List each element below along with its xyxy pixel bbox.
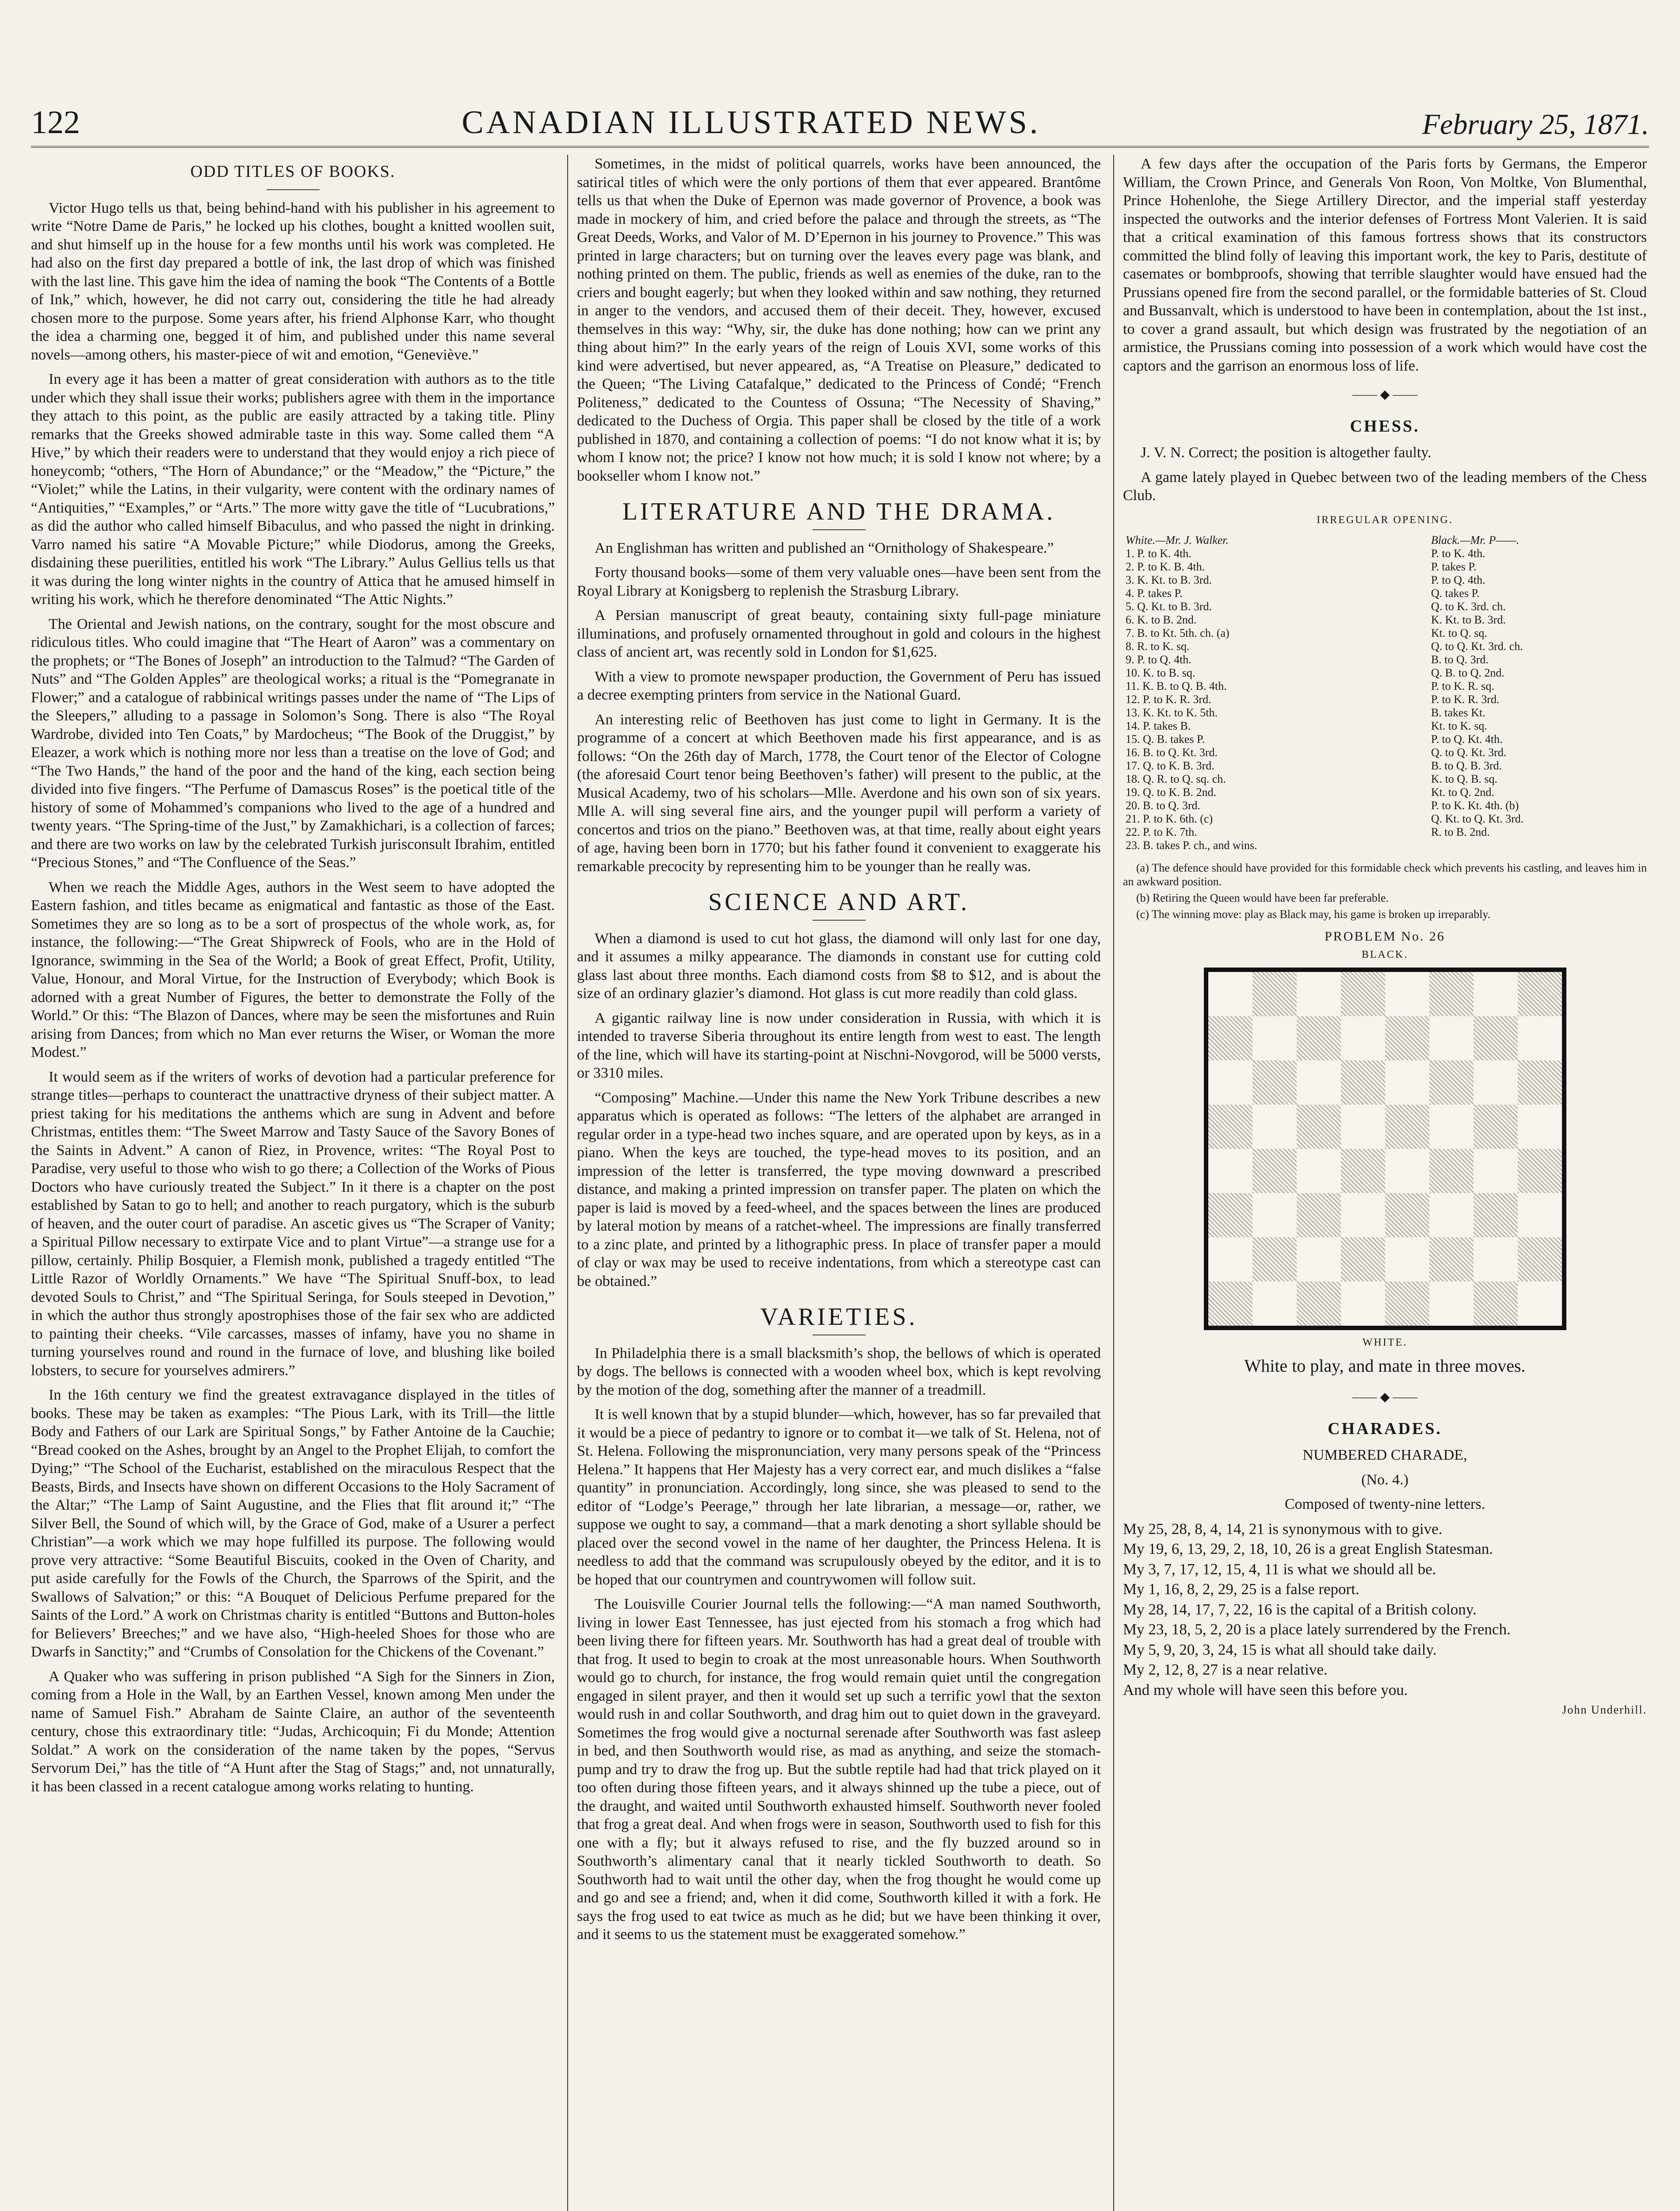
game-title: IRREGULAR OPENING. <box>1317 514 1453 526</box>
board-square <box>1208 1149 1252 1193</box>
board-square <box>1252 1149 1297 1193</box>
white-move: 9. P. to Q. 4th. <box>1126 653 1191 666</box>
black-move: B. to Q. B. 3rd. <box>1431 759 1502 772</box>
article-paragraph: In the 16th century we find the greatest extravagance displayed in the titles of books. These may be taken as examples: “The Pious Lark, with its Trill—the little Body and Fathers of our Lark are Spiritual Songs,” by Father Antoine de la Cauchie; “Bread cooked on the Ashes, brought by an Angel to the Prophet Elijah, to comfort the Dying;” “The School of the Eucharist, established on the miraculous Respect that the Beasts, Birds, and Insects have shown on different Occasions to the Holy Sacrament of the Altar;” “The Lamp of Saint Augustine, and the Flies that flit around it;” “The Silver Bell, the Sound of which will, by the Grace of God, make of a Usurer a perfect Christian”—a work which we may hope fulfilled its purpose. The following would prove very attractive: “Some Beautiful Biscuits, cooked in the Oven of Charity, and put aside carefully for the Fowls of the Church, the Sparrows of the Spirit, and the Swallows of Salvation;” or this: “A Bouquet of Delicious Perfume prepared for the Saints of the Lord.” A work on Christmas charity is entitled “Buttons and Button-holes for Believers’ Breeches;” and we have also, “High-heeled Shoes for those who are Dwarfs in Sanctity;” and “Crumbs of Consolation for the Chickens of the Covenant.” <box>31 1387 555 1660</box>
black-move: Kt. to Q. 2nd. <box>1431 786 1494 799</box>
article-paragraph: Sometimes, in the midst of political quarrels, works have been announced, the satirical titles of which were the only portions of them that ever appeared. Brantôme tells us that when the Duke of Epernon was made governor of Provence, a book was made in mockery of him, and cried before the palace and through the streets, as “The Great Deeds, Works, and Valor of M. D’Epernon in his journey to Provence.” This was printed in large characters; but on turning over the leaves every page was blank, and nothing printed on them. The public, friends as well as enemies of the duke, ran to the criers and bought eagerly; but when they looked within and saw nothing, they returned in anger to the vendors, and accused them of their deceit. They, however, excused themselves in this way: “Why, sir, the duke has done nothing; how can we print any thing about him?” In the early years of the reign of Louis XVI, some works of this kind were advertised, but never appeared, as, “A Treatise on Pleasure,” dedicated to the Queen; “The Living Catafalque,” dedicated to the Princess of Condé; “French Politeness,” dedicated to the Countess of Ossuna; “The Necessity of Shaving,” dedicated to the Duchess of Orgia. This paper shall be closed by the title of a work published in 1870, and containing a collection of poems: “I do not know what it is; by whom I know not; the price? I know not how much; it is sold I know not where; by a bookseller whom I know not.” <box>577 156 1101 484</box>
black-move: Q. to Q. Kt. 3rd. ch. <box>1431 640 1523 653</box>
board-square <box>1518 1193 1562 1237</box>
black-move: K. Kt. to B. 3rd. <box>1431 613 1506 626</box>
chess-move-row <box>1123 587 1647 600</box>
article-paragraph: The Oriental and Jewish nations, on the contrary, sought for the most obscure and ridiculous titles. Who could imagine that “The Heart of Aaron” was a commentary on the prophets; or “The Bones of Joseph” an introduction to the Talmud? “The Garden of Nuts” and “The Golden Apples” are theological works; a ritual is the “Pomegranate in Flower;” and a catalogue of rabbinical writings passes under the name of “The Lips of the Sleepers,” alluding to a passage in Solomon’s Song. There is also “The Royal Wardrobe, divided into Ten Coats,” by Mardocheus; “The Book of the Druggist,” by Eleazer, a work which is nothing more nor less than a treatise on the love of God; and “The Two Hands,” the hand of the poor and the hand of the king, each section being divided into five fingers. “The Perfume of Damascus Roses” is the poetical title of the history of some of Mohammed’s companions who lived to the age of a hundred and twenty years. “The Spring-time of the Just,” by Zamakhichari, is a collection of farces; and there are two works on law by the celebrated Turkish jurisconsult Ibrahim, entitled “Precious Stones,” and “The Confluence of the Seas.” <box>31 616 555 871</box>
charade-line: My 25, 28, 8, 4, 14, 21 is synonymous with to give. <box>1123 1520 1443 1538</box>
board-square <box>1474 1237 1518 1281</box>
board-square <box>1518 1281 1562 1326</box>
board-square <box>1297 1016 1341 1060</box>
article-paragraph: A Quaker who was suffering in prison published “A Sigh for the Sinners in Zion, coming from a Hole in the Wall, by an Earthen Vessel, known among Men under the name of Samuel Fish.” Abraham de Sainte Claire, an author of the seventeenth century, chose this extraordinary title: “Judas, Archicoquin; Fi du Monde; Attention Soldat.” A work on the consideration of the name taken by the popes, “Servus Servorum Dei,” has the title of “A Hunt after the Stag of Stags;” and, not unnaturally, it has been classed in a recent catalogue among works relating to hunting. <box>31 1668 555 1795</box>
white-move: 12. P. to K. R. 3rd. <box>1126 693 1211 706</box>
board-square <box>1252 1281 1297 1326</box>
white-move: 20. B. to Q. 3rd. <box>1126 799 1200 812</box>
chess-move-row <box>1123 574 1647 587</box>
board-square <box>1208 1105 1252 1149</box>
white-label: WHITE. <box>1362 1337 1408 1348</box>
black-move: P. to K. Kt. 4th. (b) <box>1431 799 1519 812</box>
black-move: P. to Q. Kt. 4th. <box>1431 733 1503 746</box>
board-square <box>1297 1149 1341 1193</box>
white-move: 1. P. to K. 4th. <box>1126 547 1191 560</box>
charade-line: My 28, 14, 17, 7, 22, 16 is the capital of a British colony. <box>1123 1600 1477 1618</box>
black-move <box>1428 839 1647 852</box>
column-1 <box>31 155 555 2211</box>
literature-item: An interesting relic of Beethoven has just come to light in Germany. It is the programme of a concert at which Beethoven made his first appearance, and is as follows: “On the 26th day of March, 1778, the Court tenor of the Elector of Cologne (the aforesaid Court tenor being Beethoven’s father) will present to the public, at the Musical Academy, two of his scholars—Mlle. Averdone and his own son of six years. Mlle A. will sing several fine airs, and the younger pupil will perform a variety of concertos and trios on the piano.” Beethoven was, at that time, really about eight years of age, having been born in 1770; but his father found it convenient to exaggerate his remarkable precocity by representing him to be younger than he really was. <box>577 711 1101 875</box>
section-heading-charades: CHARADES. <box>1328 1419 1442 1438</box>
science-item: “Composing” Machine.—Under this name the New York Tribune describes a new apparatus which is operated as follows: “The letters of the alphabet are arranged in regular order in a type-head two inches square, and are operated upon by keys, as in a piano. When the keys are touched, the type-head moves to its position, and an impression of the letter is transferred, the type moving downward a prescribed distance, and making a printed impression on transfer paper. The platen on which the paper is laid is moved by a feed-wheel, and the spaces between the lines are produced by lateral motion by means of a ratchet-wheel. The impressions are finally transferred to a zinc plate, and printed by a lithographic press. In place of transfer paper a mould of clay or wax may be used to receive indentations, from which a stereotype cast can be obtained.” <box>577 1089 1101 1289</box>
board-square <box>1429 1281 1474 1326</box>
board-square <box>1297 1105 1341 1149</box>
board-square <box>1385 1237 1429 1281</box>
white-move: 18. Q. R. to Q. sq. ch. <box>1126 773 1226 785</box>
board-square <box>1252 1016 1297 1060</box>
board-square <box>1474 1149 1518 1193</box>
charade-line: My 2, 12, 8, 27 is a near relative. <box>1123 1661 1328 1678</box>
black-move: P. takes P. <box>1431 560 1477 573</box>
board-square <box>1474 1281 1518 1326</box>
board-square <box>1385 1281 1429 1326</box>
chess-move-row <box>1123 680 1647 693</box>
board-square <box>1252 1193 1297 1237</box>
board-square <box>1474 1105 1518 1149</box>
charade-line: My 23, 18, 5, 2, 20 is a place lately surrendered by the French. <box>1123 1621 1511 1638</box>
board-square <box>1297 1237 1341 1281</box>
black-move: B. takes Kt. <box>1431 706 1485 719</box>
board-square <box>1341 1060 1385 1105</box>
black-move: P. to Q. 4th. <box>1431 574 1485 586</box>
board-square <box>1518 972 1562 1016</box>
section-heading-literature: LITERATURE AND THE DRAMA. <box>622 498 1056 525</box>
chess-move-row <box>1123 759 1647 773</box>
column-rule <box>1113 155 1114 2211</box>
chess-move-row <box>1123 693 1647 706</box>
charade-line: My 1, 16, 8, 2, 29, 25 is a false report. <box>1123 1580 1359 1598</box>
column-2 <box>577 155 1101 2211</box>
varieties-item: The Louisville Courier Journal tells the following:—“A man named Southworth, living in lower East Tennessee, has just ejected from his stomach a frog which had been living there for fifteen years. Mr. Southworth has had a great deal of trouble with that frog. It used to begin to croak at the most unreasonable hours. When Southworth would go to church, for instance, the frog would remain quiet until the congregation engaged in silent prayer, and then it would set up such a terrific yowl that the sexton would rush in and collar Southworth, and drag him out to quiet down in the graveyard. Sometimes the frog would give a nocturnal serenade after Southworth was fast asleep in bed, and then Southworth would rise, as mad as anything, and seize the stomach-pump and try to draw the frog up. But the subtle reptile had had that trick played on it too often during those fifteen years, and it always shinned up the tube a piece, out of the draught, and waited until Southworth exhausted himself. Southworth never fooled that frog a great deal. And when frogs were in season, Southworth used to fish for this one with a fly; but it always refused to rise, and the fly buzzed around so in Southworth’s alimentary canal that it nearly tickled Southworth to death. So Southworth had to wait until the other day, when the frog thought he would come up and go and see a friend; and, when it did come, Southworth killed it with a fork. He says the frog used to eat twice as much as he did; but we have been thinking it over, and it seems to us the statement must be exaggerated somehow.” <box>577 1596 1101 1943</box>
board-square <box>1518 1149 1562 1193</box>
board-square <box>1208 1060 1252 1105</box>
chess-move-row <box>1123 547 1647 560</box>
board-square <box>1208 972 1252 1016</box>
white-move: 19. Q. to K. B. 2nd. <box>1126 786 1217 799</box>
black-move: Q. to K. 3rd. ch. <box>1431 600 1506 613</box>
board-square <box>1252 1237 1297 1281</box>
problem-title: PROBLEM No. 26 <box>1325 929 1445 944</box>
board-square <box>1341 1149 1385 1193</box>
board-square <box>1429 972 1474 1016</box>
white-move: 13. K. Kt. to K. 5th. <box>1126 706 1218 719</box>
board-square <box>1341 1237 1385 1281</box>
board-square <box>1429 1237 1474 1281</box>
board-square <box>1341 1193 1385 1237</box>
board-square <box>1474 1016 1518 1060</box>
chess-move-row <box>1123 706 1647 719</box>
white-move: 7. B. to Kt. 5th. ch. (a) <box>1126 627 1229 639</box>
chess-move-row <box>1123 640 1647 653</box>
charade-line: And my whole will have seen this before you. <box>1123 1681 1408 1698</box>
board-square <box>1474 1193 1518 1237</box>
board-square <box>1385 1105 1429 1149</box>
article-paragraph: It would seem as if the writers of works of devotion had a particular preference for strange titles—perhaps to counteract the unattractive dryness of their subject matter. A priest taking for his meditations the anthems which are sung in Advent and before Christmas, entitles them: “The Sweet Marrow and Tasty Sauce of the Savory Bones of the Saints in Advent.” A canon of Riez, in Provence, writes: “The Royal Post to Paradise, very useful to those who wish to go there; a Collection of the Works of Pious Doctors who have curiously treated the Subject.” In it there is a chapter on the post established by Satan to go to hell; and another to reach purgatory, which is the suburb of heaven, and the outer court of paradise. An ascetic gives us “The Scraper of Vanity; a Spiritual Pillow necessary to extirpate Vice and to plant Virtue”—a strange use for a pillow, certainly. Philip Bosquier, a Flemish monk, published a tragedy entitled “The Little Razor of Worldly Ornaments.” We have “The Spiritual Snuff-box, to lead devoted Souls to Christ,” and “The Spiritual Seringa, for Souls steeped in Devotion,” in which the author thus strongly apostrophises those of the fair sex who are addicted to painting their cheeks. “Vile carcasses, masses of infamy, have you no shame in turning yourselves round and round in the furnace of love, and blushing like boiled lobsters, to secure for yourselves admirers.” <box>31 1068 555 1379</box>
board-square <box>1429 1149 1474 1193</box>
literature-item: With a view to promote newspaper production, the Government of Peru has issued a decree exempting printers from service in the National Guard. <box>577 668 1101 703</box>
chess-move-row <box>1123 666 1647 680</box>
white-move: 10. K. to B. sq. <box>1126 666 1195 679</box>
chess-move-row <box>1123 613 1647 627</box>
section-heading-odd-titles: ODD TITLES OF BOOKS. <box>190 162 396 181</box>
board-square <box>1474 1060 1518 1105</box>
white-move: 14. P. takes B. <box>1126 719 1191 732</box>
article-paragraph: In every age it has been a matter of great consideration with authors as to the title under which they shall issue their works; publishers agree with them in the importance they attach to this point, as the public are easily attracted by a taking title. Pliny remarks that the Greeks showed admirable taste in this way. Some called them “A Hive,” by which their readers were to understand that they would enjoy a rich piece of honeycomb; “others, “The Horn of Abundance;” or the “Meadow,” the “Picture,” the “Violet;” while the Latins, in their vulgarity, were content with the ordinary names of “Antiquities,” “Examples,” or “Arts.” The more witty gave the title of “Lucubrations,” as did the author who called himself Bibaculus, and who passed the night in drinking. Varro named his satire “A Movable Picture;” while Diodorus, among the Greeks, disdaining these puerilities, entitled his work “The Library.” Aulus Gellius tells us that it was during the long winter nights in the country of Attica that he amused himself in writing his work, which he therefore denominated “The Attic Nights.” <box>31 371 555 608</box>
problem-block <box>1195 927 1575 1352</box>
board-square <box>1385 1193 1429 1237</box>
white-move: 5. Q. Kt. to B. 3rd. <box>1126 600 1212 613</box>
white-move: 2. P. to K. B. 4th. <box>1126 560 1205 573</box>
board-square <box>1518 1105 1562 1149</box>
white-move: 15. Q. B. takes P. <box>1126 733 1205 746</box>
problem-caption: White to play, and mate in three moves. <box>1244 1355 1526 1376</box>
literature-item: A Persian manuscript of great beauty, containing sixty full-page miniature illuminations, and profusely ornamented throughout in gold and colours in the highest class of ancient art, was recently sold in London for $1,625. <box>577 607 1101 660</box>
divider <box>813 529 866 530</box>
divider <box>813 920 866 921</box>
chess-move-row <box>1123 799 1647 812</box>
black-move: Q. B. to Q. 2nd. <box>1431 666 1504 679</box>
black-move: P. to K. 4th. <box>1431 547 1485 560</box>
white-move: 22. P. to K. 7th. <box>1126 826 1197 838</box>
article-paragraph: When we reach the Middle Ages, authors in the West seem to have adopted the Eastern fashion, and titles became as enigmatical and fantastic as those of the East. Sometimes they are so long as to be a sort of prospectus of the whole work, as, for instance, the following:—“The Great Shipwreck of Fools, who are in the Hold of Ignorance, swimming in the Sea of the World; a Book of great Effect, Profit, Utility, Value, Honour, and Moral Virtue, for the Instruction of Everybody; which Book is adorned with a great Number of Figures, the better to demonstrate the Folly of the World.” Or this: “The Blazon of Dances, where may be seen the misfortunes and Ruin arising from Dances; from which no Man ever returns the Wiser, or Woman the more Modest.” <box>31 879 555 1060</box>
black-move: B. to Q. 3rd. <box>1431 653 1489 666</box>
charade-line: My 3, 7, 17, 12, 15, 4, 11 is what we should all be. <box>1123 1560 1436 1578</box>
chess-move-row <box>1123 653 1647 666</box>
board-square <box>1208 1193 1252 1237</box>
chess-moves-table <box>1123 534 1647 852</box>
chess-move-row <box>1123 826 1647 839</box>
section-heading-varieties: VARIETIES. <box>760 1303 918 1331</box>
charade-composed: Composed of twenty-nine letters. <box>1284 1496 1485 1512</box>
board-square <box>1297 1060 1341 1105</box>
science-item: When a diamond is used to cut hot glass, the diamond will only last for one day, and it assumes a milky appearance. The diamonds in constant use for cutting cold glass last about three months. Each diamond costs from $8 to $12, and is about the size of an ordinary glazier’s diamond. Hot glass is cut more readily than cold glass. <box>577 930 1101 1002</box>
chess-move-row <box>1123 600 1647 613</box>
issue-date: February 25, 1871. <box>1422 108 1649 141</box>
chess-move-row <box>1123 719 1647 733</box>
white-move: 4. P. takes P. <box>1126 587 1183 600</box>
white-move: 17. Q. to K. B. 3rd. <box>1126 759 1214 772</box>
black-move: P. to K. R. sq. <box>1431 680 1494 692</box>
charade-number: (No. 4.) <box>1361 1471 1409 1488</box>
white-move: 21. P. to K. 6th. (c) <box>1126 812 1213 825</box>
chess-move-row <box>1123 733 1647 746</box>
section-heading-chess: CHESS. <box>1350 417 1420 436</box>
chess-move-row <box>1123 812 1647 826</box>
varieties-item: In Philadelphia there is a small blacksmith’s shop, the bellows of which is operated by dogs. The bellows is connected with a wooden wheel box, which is kept revolving by the motion of the dog, something after the manner of a treadmill. <box>577 1345 1101 1398</box>
varieties-item: It is well known that by a stupid blunder—which, however, has so far prevailed that it would be a piece of pedantry to ignore or to combat it—we talk of St. Helena, not of St. Helena. Following the mispronunciation, very many persons speak of the “Princess Helena.” It happens that Her Majesty has a very correct ear, and much dislikes a “false quantity” in pronunciation. Accordingly, long since, she was pleased to send to the editor of “Lodge’s Peerage,” through her late librarian, a message—or, rather, we suppose we ought to say, a command—that a mark denoting a short syllable should be placed over the second vowel in the name of her daughter, the Princess Helena. It is needless to add that the command was scrupulously obeyed by the editor, and it is to be hoped that our countrymen and countrywomen will follow suit. <box>577 1406 1101 1588</box>
page-number: 122 <box>31 104 80 141</box>
charade-line: My 19, 6, 13, 29, 2, 18, 10, 26 is a great English Statesman. <box>1123 1540 1493 1557</box>
chess-intro: A game lately played in Quebec between two of the leading members of the Chess Club. <box>1123 469 1647 504</box>
board-square <box>1341 972 1385 1016</box>
charade-line: My 5, 9, 20, 3, 24, 15 is what all should take daily. <box>1123 1641 1437 1658</box>
board-square <box>1297 1281 1341 1326</box>
board-square <box>1341 1016 1385 1060</box>
black-move: P. to K. R. 3rd. <box>1431 693 1500 706</box>
white-move: 8. R. to K. sq. <box>1126 640 1190 653</box>
chess-note: (c) The winning move: play as Black may, his game is broken up irreparably. <box>1136 908 1491 921</box>
black-move: Q. Kt. to Q. Kt. 3rd. <box>1431 812 1524 825</box>
white-move: 23. B. takes P. ch., and wins. <box>1126 839 1257 852</box>
black-label: BLACK. <box>1361 949 1409 960</box>
board-square <box>1518 1016 1562 1060</box>
chess-answer: J. V. N. Correct; the position is altogether faulty. <box>1141 444 1432 461</box>
section-heading-science: SCIENCE AND ART. <box>708 888 970 916</box>
black-move: Kt. to K. sq. <box>1431 719 1487 732</box>
column-3 <box>1123 155 1647 2211</box>
white-move: 16. B. to Q. Kt. 3rd. <box>1126 746 1218 759</box>
science-item: A gigantic railway line is now under consideration in Russia, with which it is intended to traverse Siberia throughout its entire length from west to east. The length of the line, which will have its starting-point at Nischni-Novgorod, will be 5000 versts, or 3310 miles. <box>577 1010 1101 1081</box>
board-square <box>1385 1016 1429 1060</box>
board-square <box>1385 1149 1429 1193</box>
chess-move-row <box>1123 746 1647 759</box>
literature-item: Forty thousand books—some of them very valuable ones—have been sent from the Royal Library at Konigsberg to replenish the Strasburg Library. <box>577 564 1101 599</box>
board-square <box>1518 1237 1562 1281</box>
black-move: Q. to Q. Kt. 3rd. <box>1431 746 1507 759</box>
white-move: 11. K. B. to Q. B. 4th. <box>1126 680 1227 692</box>
board-square <box>1518 1060 1562 1105</box>
board-square <box>1297 1193 1341 1237</box>
masthead <box>31 102 1649 148</box>
literature-item: An Englishman has written and published an “Ornithology of Shakespeare.” <box>595 539 1054 556</box>
ornament-divider: —— ◆ —— <box>1352 1390 1418 1404</box>
board-square <box>1429 1105 1474 1149</box>
chess-move-row <box>1123 773 1647 786</box>
chess-board <box>1204 968 1566 1330</box>
board-square <box>1385 1060 1429 1105</box>
board-square <box>1341 1281 1385 1326</box>
charade-subtitle: NUMBERED CHARADE, <box>1302 1447 1467 1463</box>
board-square <box>1252 1105 1297 1149</box>
board-square <box>1208 1237 1252 1281</box>
board-square <box>1297 972 1341 1016</box>
chess-note: (b) Retiring the Queen would have been far preferable. <box>1136 891 1389 904</box>
board-square <box>1429 1016 1474 1060</box>
board-square <box>1252 972 1297 1016</box>
board-square <box>1208 1281 1252 1326</box>
black-move: Kt. to Q. sq. <box>1431 627 1487 639</box>
divider <box>267 189 320 190</box>
chess-note: (a) The defence should have provided for this formidable check which prevents his castling, and leaves him in an awkward position. <box>1123 861 1647 888</box>
black-move: Q. takes P. <box>1431 587 1480 600</box>
white-player-header: White.—Mr. J. Walker. <box>1126 534 1229 547</box>
black-move: R. to B. 2nd. <box>1431 826 1490 838</box>
board-square <box>1385 972 1429 1016</box>
board-square <box>1341 1105 1385 1149</box>
white-move: 6. K. to B. 2nd. <box>1126 613 1197 626</box>
board-square <box>1208 1016 1252 1060</box>
black-player-header: Black.—Mr. P——. <box>1431 534 1520 547</box>
newspaper-title: CANADIAN ILLUSTRATED NEWS. <box>462 104 1041 141</box>
charade-lines <box>1123 1520 1647 1699</box>
black-move: K. to Q. B. sq. <box>1431 773 1498 785</box>
board-square <box>1429 1193 1474 1237</box>
charade-signature: John Underhill. <box>1562 1703 1647 1716</box>
board-square <box>1429 1060 1474 1105</box>
board-square <box>1474 972 1518 1016</box>
ornament-divider: —— ◆ —— <box>1352 388 1418 402</box>
chess-move-row <box>1123 786 1647 799</box>
white-move: 3. K. Kt. to B. 3rd. <box>1126 574 1212 586</box>
column-rule <box>567 155 568 2211</box>
varieties-item: A few days after the occupation of the Paris forts by Germans, the Emperor William, the Crown Prince, and Generals Von Roon, Von Moltke, Von Blumenthal, Prince Hohenlohe, the Siege Artillery Director, and the imperial staff yesterday inspected the outworks and the interior defenses of Fortress Mont Valerien. It is said that a critical examination of this famous fortress shows that its constructors committed the blind folly of leaving this important work, the key to Paris, destitute of casemates or bombproofs, showing that terrible slaughter would have ensued had the Prussians opened fire from the second parallel, or the formidable batteries of St. Cloud and Bussanvalt, which is understood to have been in contemplation, about the 1st inst., to cover a grand assault, but which design was frustrated by the negotiation of an armistice, the Prussians coming into possession of a work which would have cost the captors and the garrison an enormous loss of life. <box>1123 156 1647 374</box>
board-square <box>1252 1060 1297 1105</box>
article-paragraph: Victor Hugo tells us that, being behind-hand with his publisher in his agreement to write “Notre Dame de Paris,” he locked up his clothes, bought a knitted woollen suit, and shut himself up in the house for a few months until his work was completed. He had also on the first day prepared a bottle of ink, the last drop of which was finished with the last line. This gave him the idea of naming the book “The Contents of a Bottle of Ink,” which, however, he did not carry out, considering the title he had already chosen more to the purpose. Some years after, his friend Alphonse Karr, who thought the idea a charming one, begged it of him, and published under this name several novels—among others, his master-piece of wit and emotion, “Geneviève.” <box>31 199 555 363</box>
chess-move-row <box>1123 627 1647 640</box>
chess-move-row <box>1123 560 1647 574</box>
chess-move-row <box>1123 839 1647 852</box>
